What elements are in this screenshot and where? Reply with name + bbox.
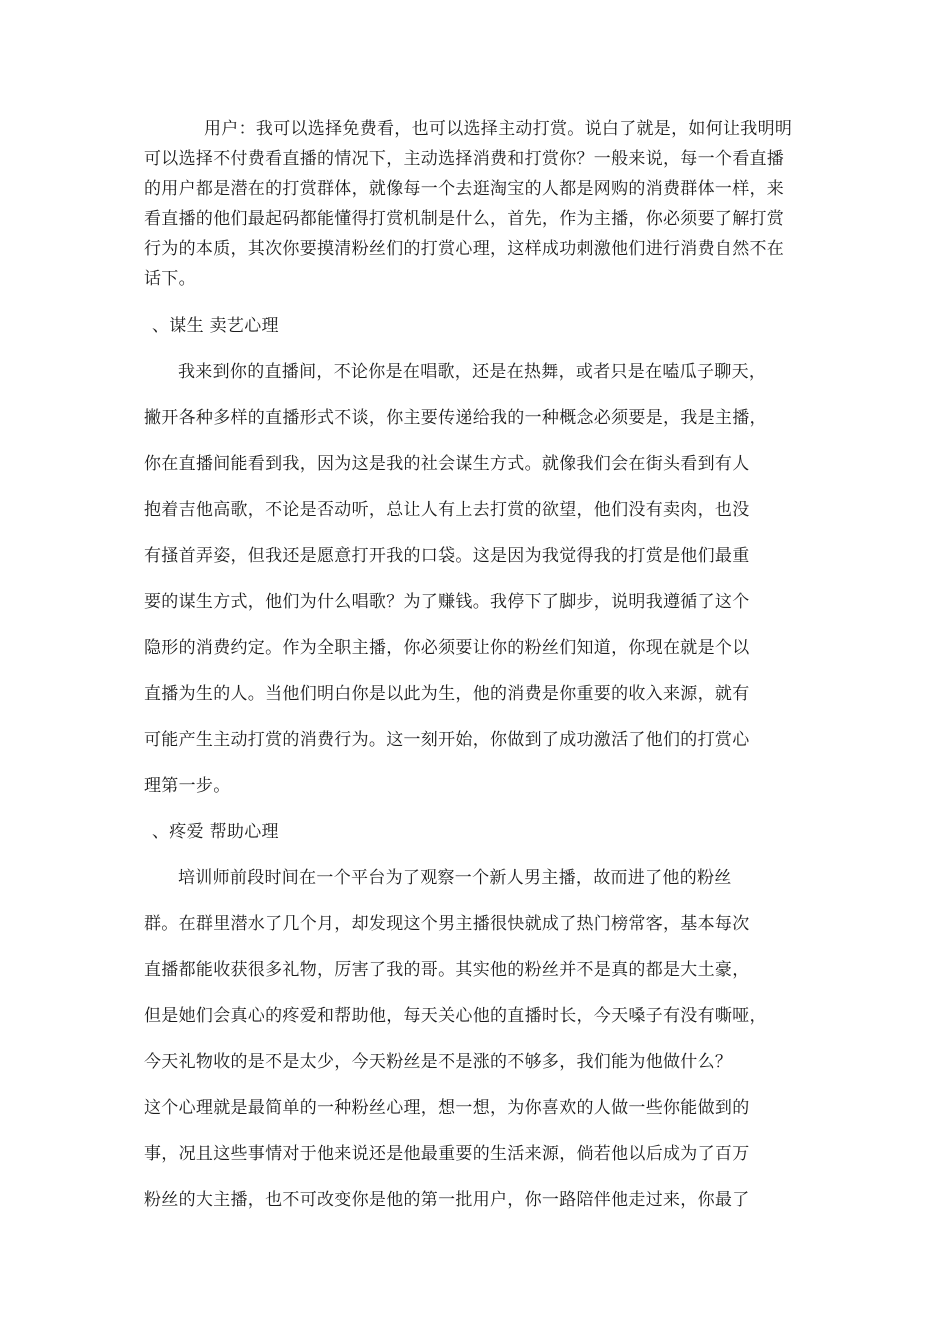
section-heading-care: 、疼爱 帮助心理 bbox=[152, 822, 279, 842]
section2-line-7: 事，况且这些事情对于他来说还是他最重要的生活来源，倘若他以后成为了百万 bbox=[144, 1144, 750, 1164]
intro-line-4: 看直播的他们最起码都能懂得打赏机制是什么，首先，作为主播，你必须要了解打赏 bbox=[144, 209, 785, 229]
section1-line-9: 可能产生主动打赏的消费行为。这一刻开始，你做到了成功激活了他们的打赏心 bbox=[144, 730, 750, 750]
section1-line-8: 直播为生的人。当他们明白你是以此为生，他的消费是你重要的收入来源，就有 bbox=[144, 684, 750, 704]
section1-line-3: 你在直播间能看到我，因为这是我的社会谋生方式。就像我们会在街头看到有人 bbox=[144, 454, 750, 474]
section2-line-4: 但是她们会真心的疼爱和帮助他，每天关心他的直播时长，今天嗓子有没有嘶哑， bbox=[144, 1006, 767, 1026]
section1-line-7: 隐形的消费约定。作为全职主播，你必须要让你的粉丝们知道，你现在就是个以 bbox=[144, 638, 750, 658]
intro-line-6: 话下。 bbox=[144, 269, 196, 289]
section1-line-1: 我来到你的直播间，不论你是在唱歌，还是在热舞，或者只是在嗑瓜子聊天， bbox=[178, 362, 767, 382]
section-heading-livelihood: 、谋生 卖艺心理 bbox=[152, 316, 279, 336]
intro-line-3: 的用户都是潜在的打赏群体，就像每一个去逛淘宝的人都是网购的消费群体一样，来 bbox=[144, 179, 785, 199]
section2-line-5: 今天礼物收的是不是太少，今天粉丝是不是涨的不够多，我们能为他做什么？ bbox=[144, 1052, 733, 1072]
section2-line-3: 直播都能收获很多礼物，厉害了我的哥。其实他的粉丝并不是真的都是大土豪， bbox=[144, 960, 750, 980]
section2-line-6: 这个心理就是最简单的一种粉丝心理，想一想，为你喜欢的人做一些你能做到的 bbox=[144, 1098, 750, 1118]
section1-line-10: 理第一步。 bbox=[144, 776, 231, 796]
section2-line-1: 培训师前段时间在一个平台为了观察一个新人男主播，故而进了他的粉丝 bbox=[178, 868, 732, 888]
section1-line-6: 要的谋生方式，他们为什么唱歌？为了赚钱。我停下了脚步，说明我遵循了这个 bbox=[144, 592, 750, 612]
section2-line-8: 粉丝的大主播，也不可改变你是他的第一批用户，你一路陪伴他走过来，你最了 bbox=[144, 1190, 750, 1210]
section1-line-5: 有搔首弄姿，但我还是愿意打开我的口袋。这是因为我觉得我的打赏是他们最重 bbox=[144, 546, 750, 566]
intro-line-2: 可以选择不付费看直播的情况下，主动选择消费和打赏你？一般来说，每一个看直播 bbox=[144, 149, 785, 169]
intro-line-1: 用户：我可以选择免费看，也可以选择主动打赏。说白了就是，如何让我明明 bbox=[204, 119, 793, 139]
section1-line-4: 抱着吉他高歌，不论是否动听，总让人有上去打赏的欲望，他们没有卖肉，也没 bbox=[144, 500, 750, 520]
intro-line-5: 行为的本质，其次你要摸清粉丝们的打赏心理，这样成功刺激他们进行消费自然不在 bbox=[144, 239, 785, 259]
section1-line-2: 撇开各种多样的直播形式不谈，你主要传递给我的一种概念必须要是，我是主播， bbox=[144, 408, 767, 428]
section2-line-2: 群。在群里潜水了几个月，却发现这个男主播很快就成了热门榜常客，基本每次 bbox=[144, 914, 750, 934]
